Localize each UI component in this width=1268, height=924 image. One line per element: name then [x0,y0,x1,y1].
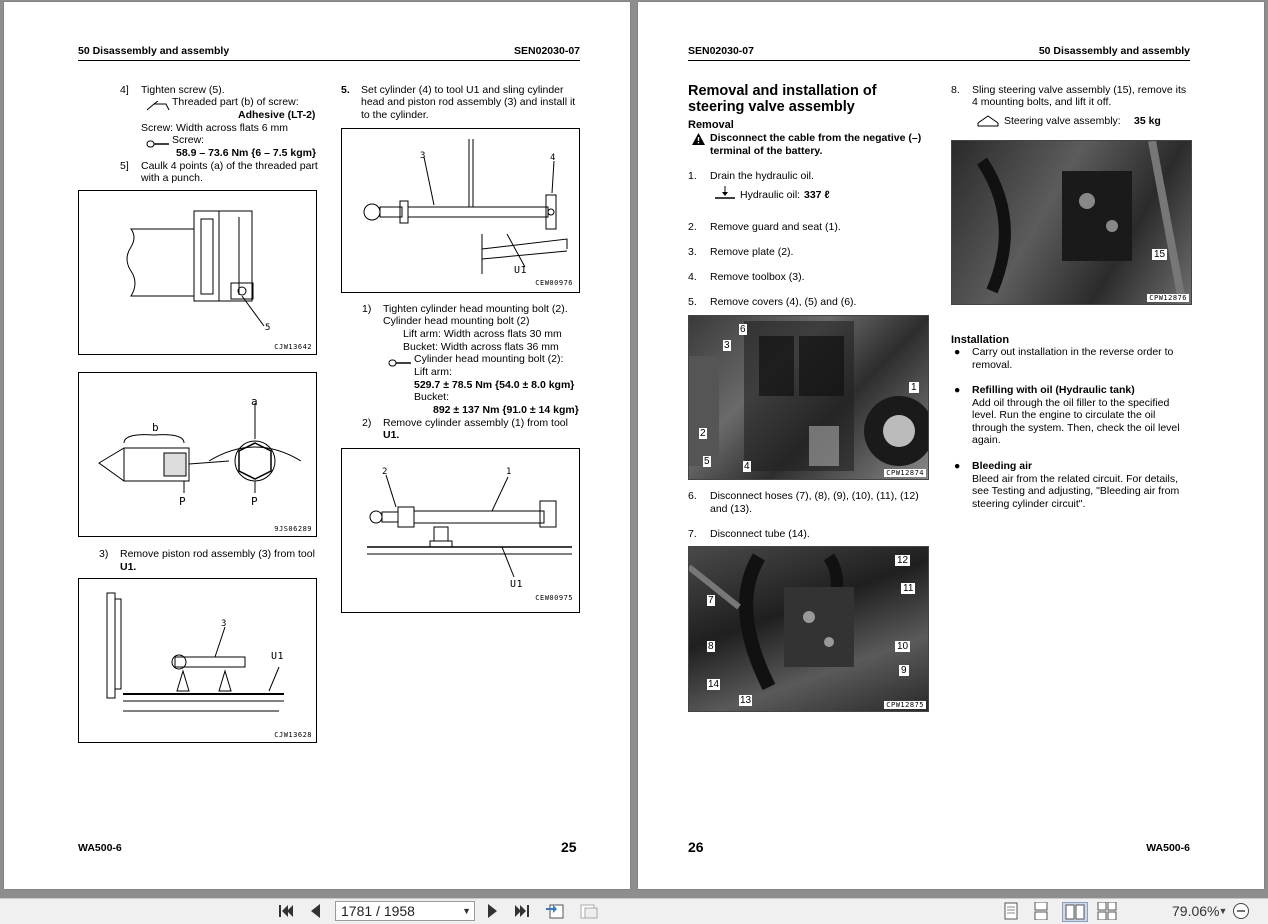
figure-label: b [152,421,160,434]
figure-code: CEW00976 [535,279,573,287]
adhesive-icon [146,98,170,108]
inst-text: steering cylinder circuit". [972,498,1086,510]
step-text: Tighten screw (5). [141,84,225,96]
page-number: 26 [688,839,704,855]
single-page-icon[interactable] [1002,902,1020,920]
figure-label: U1 [510,579,524,590]
bullet: ● [954,384,961,396]
photo-label: 3 [724,340,730,351]
step-text: Disconnect tube (14). [710,528,810,540]
zoom-level[interactable]: 79.06% [1172,903,1220,919]
figure-code: CEW00975 [535,594,573,602]
torque-value: 529.7 ± 78.5 Nm {54.0 ± 8.0 kgm} [414,379,575,391]
step-text: Remove covers (4), (5) and (6). [710,296,857,308]
step-text: Remove guard and seat (1). [710,221,841,233]
step-number: 3) [99,548,109,560]
figure-label: P [251,495,259,508]
step-text: Screw: Width across flats 6 mm [141,122,289,134]
figure-set-cylinder [341,128,580,293]
installation-title: Installation [951,334,1010,346]
photo-valve-hoses [688,546,929,712]
zoom-out-icon[interactable] [1231,902,1251,920]
step-text: Bucket: [414,391,450,403]
left-page [4,2,630,889]
step-text: Disconnect hoses (7), (8), (9), (10), (11), (12) [710,490,919,502]
figure-piston-removal [78,578,317,743]
oil-value: 337 ℓ [804,189,830,201]
figure-label: P [179,495,187,508]
first-page-icon[interactable] [276,902,296,920]
step-text: Screw: [172,134,205,146]
footer-model: WA500-6 [78,842,122,854]
step-text: U1. [120,561,137,573]
page-number-display: 1781 / 1958 [341,903,415,919]
step-text: Cylinder head mounting bolt (2) [383,315,530,327]
photo-label: 15 [1154,249,1166,260]
figure-label: 3 [420,151,426,161]
photo-label: 12 [897,555,909,566]
step-text: Remove cylinder assembly (1) from tool [383,417,568,429]
section-title: Removal and installation of [688,83,877,99]
next-page-icon[interactable] [484,902,502,920]
inst-text: level. Run the engine to circulate the oil [972,409,1156,421]
header-rule [78,60,580,61]
figure-label: 4 [550,153,556,163]
inst-text: Bleed air from the related circuit. For details, [972,473,1179,485]
header-left: SEN02030-07 [688,45,754,57]
figure-label: 5 [265,323,271,333]
step-number: 5. [688,296,697,308]
photo-label: 11 [903,583,914,594]
step-number: 5] [120,160,129,172]
photo-label: 6 [740,324,746,335]
photo-code: CPW12874 [886,469,924,477]
inst-text: Add oil through the oil filler to the specified [972,397,1170,409]
figure-label: U1 [271,651,285,662]
step-number: 6. [688,490,697,502]
oil-label: Hydraulic oil: [740,189,801,201]
photo-steering-valve [951,140,1192,305]
step-text: 4 mounting bolts, and lift it off. [972,96,1112,108]
bullet: ● [954,460,961,472]
inst-text: see Testing and adjusting, "Bleeding air from [972,485,1180,497]
zoom-dropdown-icon[interactable]: ▼ [1218,906,1228,916]
weight-value: 35 kg [1134,115,1161,127]
photo-label: 1 [911,382,917,393]
step-text: U1. [383,429,400,441]
header-rule [688,60,1190,61]
two-page-icon[interactable] [1062,902,1088,922]
figure-label: 3 [221,619,227,629]
step-text: Tighten cylinder head mounting bolt (2). [383,303,568,315]
prev-view-icon[interactable] [544,902,566,920]
figure-label: 1 [506,467,512,477]
inst-subtitle: Bleeding air [972,460,1033,472]
step-text: Remove piston rod assembly (3) from tool [120,548,315,560]
figure-remove-cylinder [341,448,580,613]
figure-code: 9JS06289 [274,525,312,533]
warning-text: Disconnect the cable from the negative (–) [710,132,922,144]
weight-icon [976,114,1000,126]
next-view-icon[interactable] [578,902,600,920]
step-text: Cylinder head mounting bolt (2): [414,353,564,365]
header-right: 50 Disassembly and assembly [1038,45,1190,57]
step-text: to the cylinder. [361,109,429,121]
photo-label: 2 [700,428,706,439]
continuous-icon[interactable] [1032,902,1050,920]
torque-wrench-icon [388,355,412,365]
figure-label: a [251,395,259,408]
step-number: 1) [362,303,372,315]
weight-label: Steering valve assembly: [1004,115,1121,127]
bullet: ● [954,346,961,358]
oil-drain-icon [714,186,736,200]
inst-text: Carry out installation in the reverse order to [972,346,1174,358]
step-number: 2) [362,417,372,429]
adhesive-value: Adhesive (LT-2) [238,109,316,121]
header-left: 50 Disassembly and assembly [78,45,230,57]
step-text: Lift arm: Width across flats 30 mm [403,328,562,340]
step-number: 2. [688,221,697,233]
section-title: steering valve assembly [688,99,855,115]
inst-text: removal. [972,359,1013,371]
photo-label: 9 [901,665,907,676]
page-number: 25 [561,839,577,855]
figure-caulk [78,372,317,537]
figure-code: CJW13642 [274,343,312,351]
warning-icon [692,132,705,144]
step-text: Threaded part (b) of screw: [172,96,299,108]
photo-loader-covers [688,315,929,480]
figure-label: 2 [382,467,388,477]
step-number: 5. [341,84,350,96]
figure-label: U1 [514,265,528,276]
photo-label: 4 [744,461,750,472]
step-text: head and piston rod assembly (3) and install it [361,96,576,108]
step-text: Sling steering valve assembly (15), remove its [972,84,1187,96]
photo-label: 10 [897,641,909,652]
step-number: 1. [688,170,697,182]
step-number: 4. [688,271,697,283]
photo-label: 8 [708,641,714,652]
torque-value: 58.9 – 73.6 Nm {6 – 7.5 kgm} [176,147,317,159]
warning-text: terminal of the battery. [710,145,823,157]
step-text: Drain the hydraulic oil. [710,170,814,182]
inst-text: again. [972,434,1001,446]
photo-label: 13 [740,695,752,706]
right-page [638,2,1264,889]
inst-subtitle: Refilling with oil (Hydraulic tank) [972,384,1135,396]
chevron-down-icon[interactable]: ▼ [462,906,471,916]
page-number-input[interactable] [335,901,475,921]
removal-title: Removal [688,119,734,131]
photo-label: 7 [708,595,714,606]
step-number: 4] [120,84,129,96]
footer-model: WA500-6 [1146,842,1190,854]
step-text: Lift arm: [414,366,452,378]
figure-screw [78,190,317,355]
step-text: Remove plate (2). [710,246,794,258]
step-text: with a punch. [141,172,203,184]
photo-code: CPW12876 [1149,294,1187,302]
prev-page-icon[interactable] [306,902,324,920]
step-text: Set cylinder (4) to tool U1 and sling cylinder [361,84,564,96]
last-page-icon[interactable] [512,902,532,920]
photo-label: 14 [708,679,720,690]
step-number: 8. [951,84,960,96]
step-text: and (13). [710,503,753,515]
step-number: 3. [688,246,697,258]
step-text: Caulk 4 points (a) of the threaded part [141,160,318,172]
step-text: Bucket: Width across flats 36 mm [403,341,559,353]
step-text: Remove toolbox (3). [710,271,805,283]
photo-label: 5 [704,456,710,467]
torque-wrench-icon [146,136,170,146]
inst-text: through the system. Then, check the oil level [972,422,1180,434]
two-page-continuous-icon[interactable] [1096,902,1118,920]
header-right: SEN02030-07 [514,45,580,57]
figure-code: CJW13628 [274,731,312,739]
step-number: 7. [688,528,697,540]
photo-code: CPW12875 [886,701,924,709]
viewer-toolbar [0,898,1268,924]
torque-value: 892 ± 137 Nm {91.0 ± 14 kgm} [433,404,579,416]
